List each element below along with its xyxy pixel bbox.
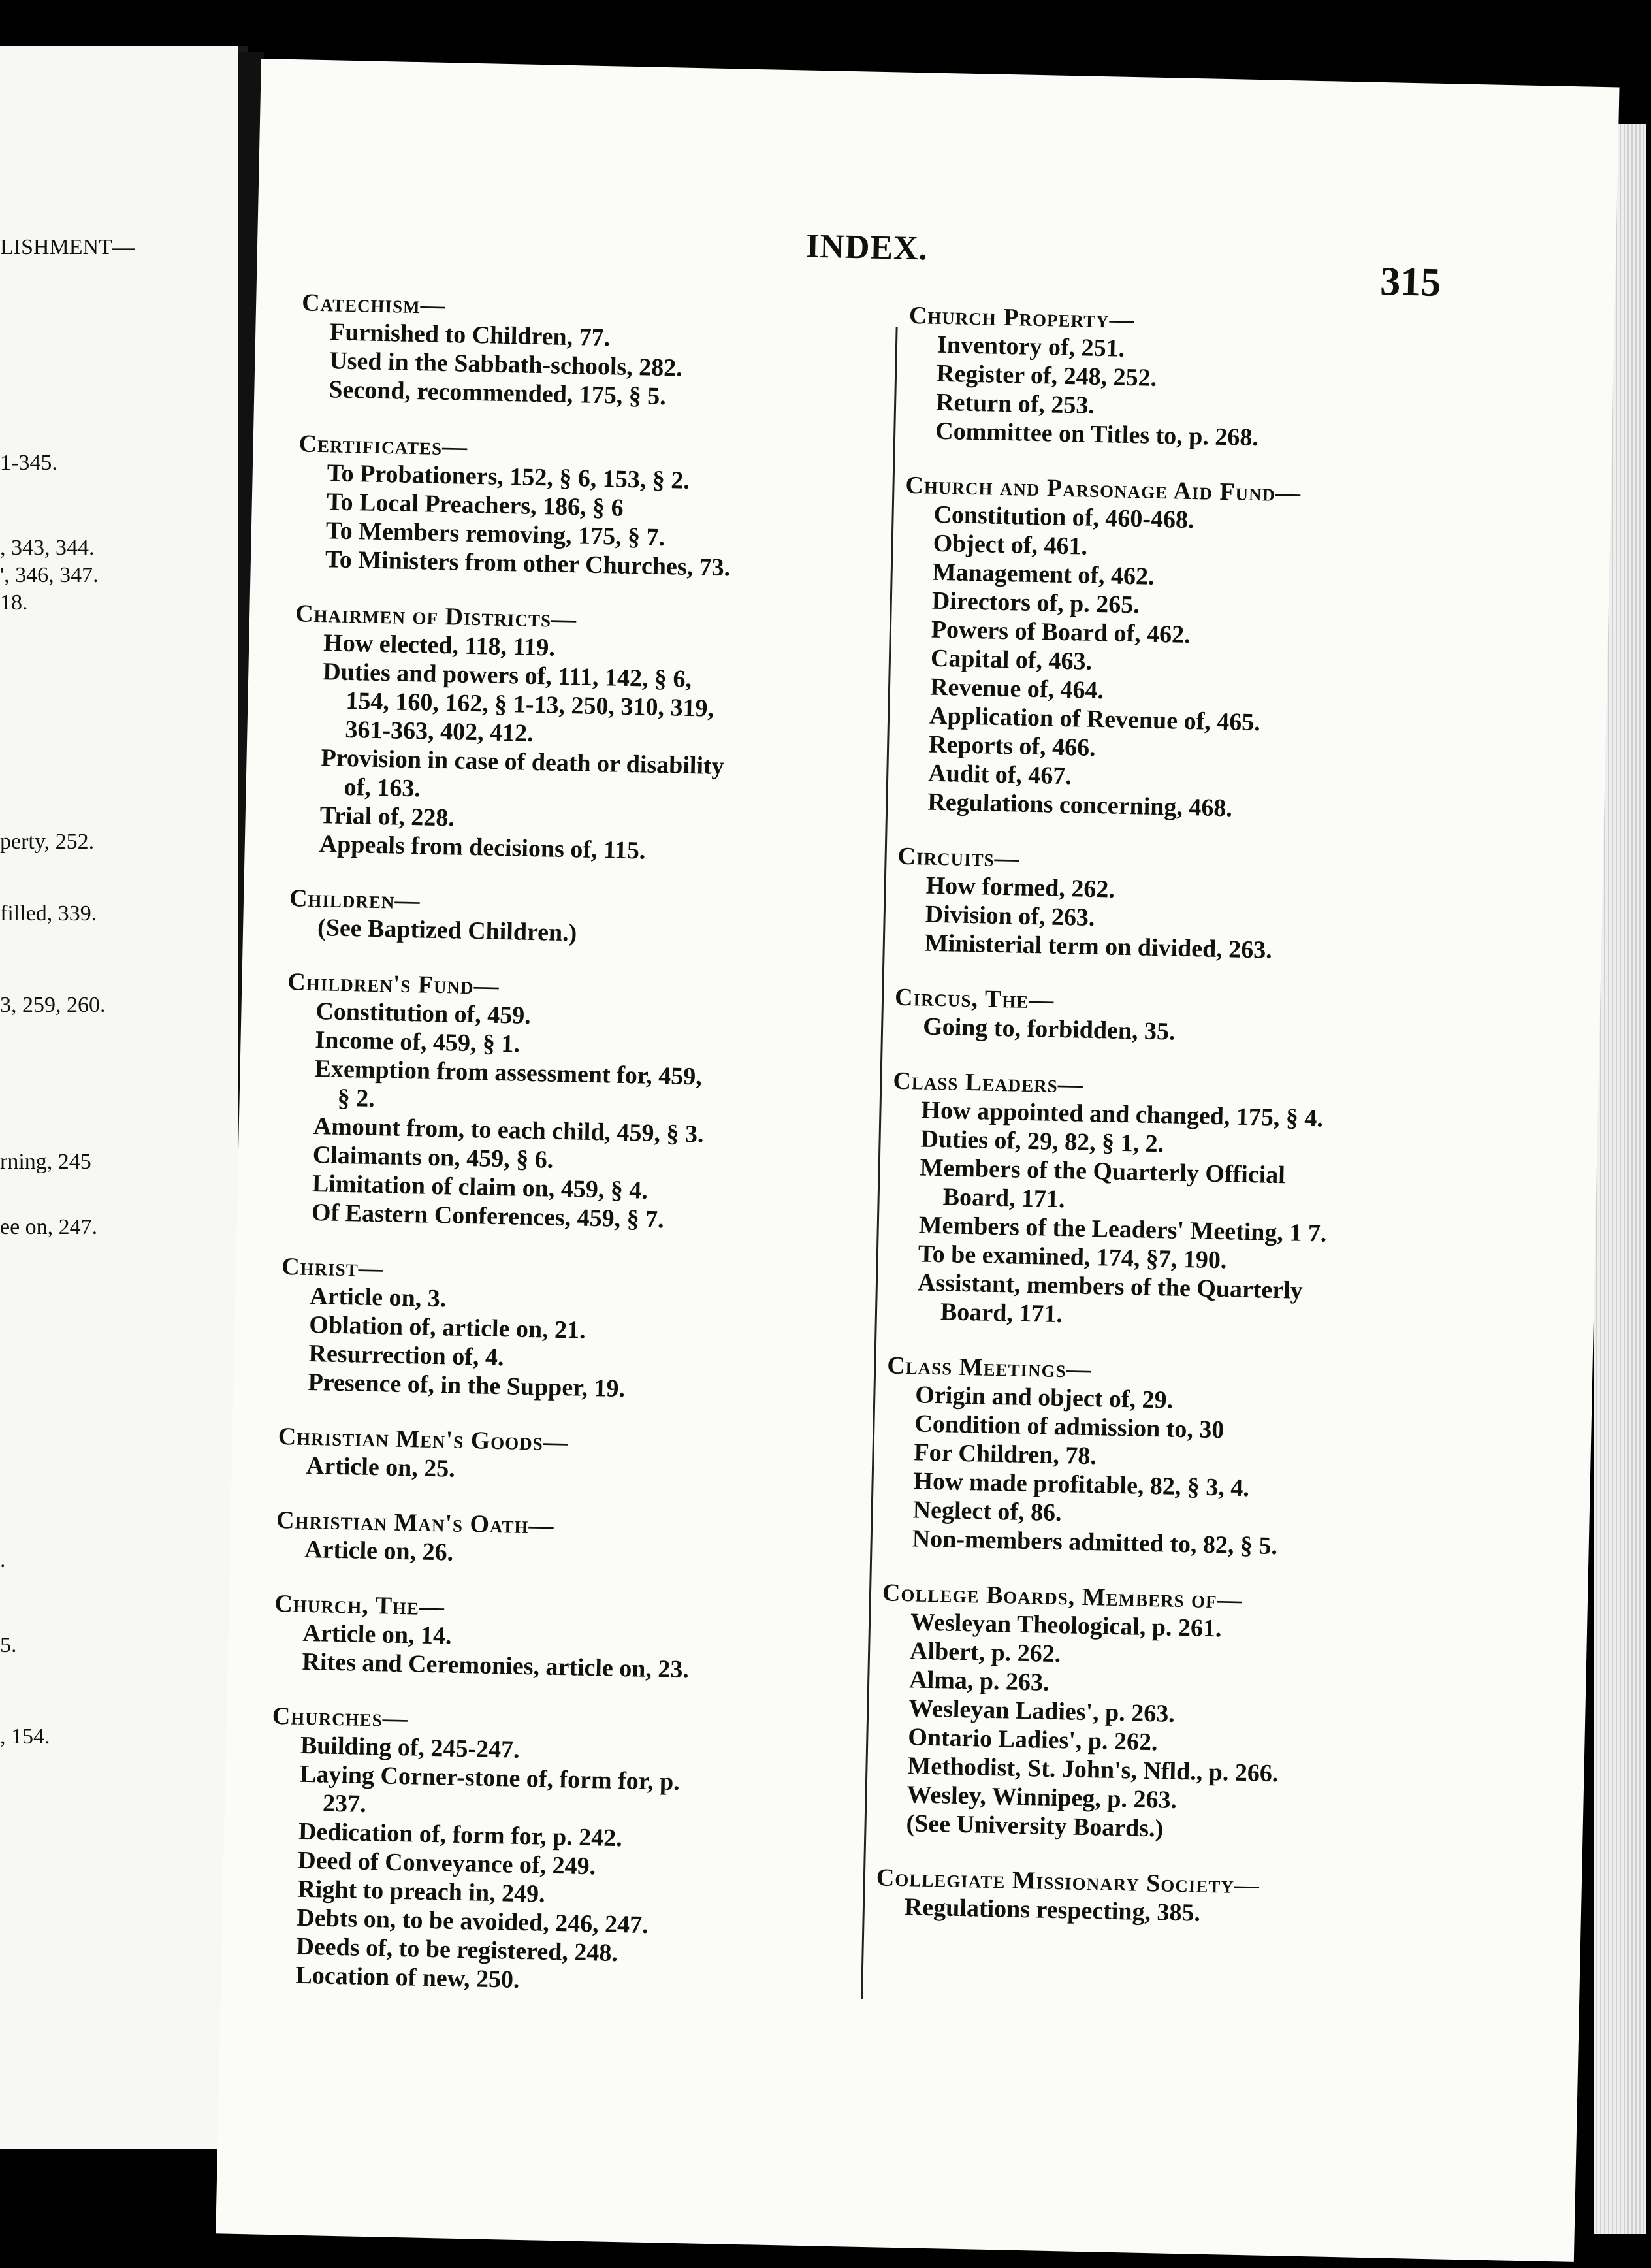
facing-page (0, 46, 248, 2149)
index-heading: Christian Man's Oath— (276, 1506, 554, 1540)
subentry-line: Article on, 14. (302, 1619, 452, 1650)
subentry-line: Assistant, members of the Quarterly (917, 1269, 1304, 1304)
index-entry (289, 884, 878, 954)
subentry-line: For Children, 78. (914, 1438, 1097, 1470)
subentry-line: Origin and object of, 29. (914, 1381, 1174, 1414)
index-entry (276, 1506, 865, 1576)
subentry-line: How made profitable, 82, § 3, 4. (913, 1467, 1250, 1502)
subentry-line: Wesley, Winnipeg, p. 263. (906, 1781, 1178, 1814)
subentry-line: 237. (322, 1789, 367, 1818)
subentry-line: Right to preach in, 249. (297, 1875, 546, 1908)
index-heading: Church and Parsonage Aid Fund— (905, 471, 1302, 508)
index-entry (894, 983, 1483, 1053)
index-entry (883, 1352, 1475, 1565)
index-entry (273, 1589, 863, 1688)
subentry-line: (See University Boards.) (906, 1809, 1164, 1843)
subentry-line: How appointed and changed, 175, § 4. (921, 1096, 1324, 1133)
index-heading: Class Leaders— (893, 1067, 1084, 1099)
index-heading: College Boards, Members of— (882, 1579, 1243, 1614)
subentry-line: Laying Corner-stone of, form for, p. (299, 1760, 681, 1796)
subentry-line: Management of, 462. (932, 558, 1155, 591)
subentry-line: Oblation of, article on, 21. (308, 1310, 586, 1344)
index-entry (277, 1422, 866, 1492)
index-heading: Certificates— (298, 430, 468, 461)
subentry-line: Furnished to Children, 77. (329, 318, 611, 352)
facing-page-fragment: ee on, 247. (0, 1215, 98, 1239)
index-entry (888, 1067, 1481, 1338)
subentry-line: Trial of, 228. (319, 802, 455, 832)
subentry-line: Members of the Leaders' Meeting, 1 7. (918, 1211, 1327, 1248)
subentry-line: 154, 160, 162, § 1-13, 250, 310, 319, (345, 687, 714, 722)
subentry-line: Duties and powers of, 111, 142, § 6, (322, 658, 692, 694)
index-heading: Chairmen of Districts— (295, 600, 577, 634)
index-entry (290, 599, 883, 870)
facing-page-fragment: . (0, 1548, 6, 1572)
facing-page-fragment: ', 346, 347. (0, 563, 99, 587)
subentry-line: Audit of, 467. (927, 759, 1072, 790)
subentry-line: Register of, 248, 252. (936, 359, 1157, 392)
facing-page-fragment: 3, 259, 260. (0, 993, 106, 1017)
subentry-line: Committee on Titles to, p. 268. (935, 417, 1259, 452)
subentry-line: To Probationers, 152, § 6, 153, § 2. (327, 459, 690, 494)
index-heading: Catechism— (301, 289, 447, 319)
index-heading: Churches— (272, 1702, 409, 1733)
subentry-line: Revenue of, 464. (929, 673, 1104, 705)
subentry-line: Duties of, 29, 82, § 1, 2. (920, 1125, 1164, 1158)
subentry-line: Constitution of, 459. (315, 997, 532, 1029)
subentry-line: Directors of, p. 265. (931, 587, 1140, 619)
subentry-line: Amount from, to each child, 459, § 3. (313, 1112, 704, 1148)
subentry-line: Location of new, 250. (295, 1961, 520, 1994)
subentry-line: Capital of, 463. (930, 644, 1093, 675)
subentry-line: Constitution of, 460-468. (933, 500, 1194, 534)
subentry-line: (See Baptized Children.) (317, 914, 577, 947)
index-page (216, 59, 1619, 2262)
index-entry (877, 1578, 1470, 1849)
facing-page-fragment: rning, 245 (0, 1150, 91, 1174)
subentry-line: Article on, 3. (309, 1282, 447, 1313)
subentry-line: Of Eastern Conferences, 459, § 7. (311, 1199, 665, 1234)
subentry-line: Regulations concerning, 468. (927, 788, 1233, 822)
subentry-line: of, 163. (344, 773, 421, 803)
subentry-line: Presence of, in the Supper, 19. (308, 1368, 626, 1403)
facing-page-fragment: perty, 252. (0, 830, 95, 854)
index-column-left (266, 288, 890, 2027)
facing-page-fragment: 18. (0, 591, 28, 615)
index-heading: Circuits— (897, 842, 1021, 873)
index-subentry (293, 656, 882, 755)
subentry-line: Deed of Conveyance of, 249. (297, 1846, 596, 1881)
index-heading: Collegiate Missionary Society— (876, 1864, 1260, 1900)
subentry-line: Non-members admitted to, 82, § 5. (912, 1525, 1278, 1561)
subentry-line: 361-363, 402, 412. (345, 715, 534, 747)
index-entry (899, 471, 1494, 828)
facing-page-fragment: , 343, 344. (0, 536, 95, 560)
subentry-line: To Ministers from other Churches, 73. (325, 545, 731, 582)
subentry-line: Provision in case of death or disability (321, 744, 725, 781)
subentry-line: Neglect of, 86. (912, 1496, 1063, 1527)
subentry-line: § 2. (337, 1084, 376, 1112)
subentry-line: Dedication of, form for, p. 242. (298, 1817, 623, 1853)
index-heading: Christian Men's Goods— (278, 1423, 569, 1457)
index-column-right (875, 301, 1498, 1959)
index-heading: Class Meetings— (886, 1352, 1093, 1384)
subentry-line: Alma, p. 263. (908, 1666, 1050, 1696)
subentry-line: Powers of Board of, 462. (931, 615, 1191, 649)
index-heading: Children— (289, 884, 421, 915)
index-entry (876, 1863, 1465, 1933)
subentry-line: Object of, 461. (933, 529, 1088, 560)
subentry-line: Article on, 25. (306, 1451, 456, 1483)
subentry-line: Deeds of, to be registered, 248. (296, 1932, 618, 1968)
index-entry (283, 967, 876, 1239)
subentry-line: To Local Preachers, 186, § 6 (326, 488, 624, 522)
subentry-line: Board, 171. (940, 1298, 1063, 1329)
subentry-line: Ministerial term on divided, 263. (924, 929, 1273, 964)
subentry-line: Application of Revenue of, 465. (929, 702, 1261, 737)
index-entry (906, 301, 1497, 457)
subentry-line: To be examined, 174, §7, 190. (918, 1240, 1227, 1274)
subentry-line: Second, recommended, 175, § 5. (328, 376, 667, 411)
facing-page-fragment: LISHMENT— (0, 235, 135, 259)
index-heading: Christ— (281, 1253, 385, 1283)
subentry-line: Albert, p. 262. (909, 1637, 1061, 1668)
index-heading: Circus, The— (894, 983, 1055, 1014)
facing-page-fragment: 5. (0, 1633, 17, 1657)
index-entry (300, 288, 890, 415)
subentry-line: Wesleyan Ladies', p. 263. (908, 1694, 1176, 1728)
subentry-line: Return of, 253. (935, 388, 1095, 419)
subentry-line: Wesleyan Theological, p. 261. (910, 1608, 1222, 1643)
subentry-line: Board, 171. (942, 1183, 1066, 1214)
subentry-line: Article on, 26. (304, 1535, 454, 1566)
subentry-line: Building of, 245-247. (300, 1731, 521, 1764)
index-entry (895, 842, 1485, 969)
facing-page-fragment: , 154. (0, 1725, 50, 1749)
index-entry (266, 1702, 860, 2001)
subentry-line: Going to, forbidden, 35. (922, 1012, 1176, 1046)
subentry-line: Limitation of claim on, 459, § 4. (312, 1170, 649, 1205)
facing-page-fragment: 1-345. (0, 451, 57, 475)
index-heading: Children's Fund— (287, 968, 500, 1000)
page-number: 315 (1379, 259, 1441, 305)
subentry-line: Methodist, St. John's, Nfld., p. 266. (907, 1752, 1279, 1788)
index-heading: Church Property— (908, 301, 1136, 334)
subentry-line: Ontario Ladies', p. 262. (907, 1723, 1158, 1757)
subentry-line: Inventory of, 251. (937, 331, 1125, 363)
subentry-line: How formed, 262. (925, 871, 1115, 903)
subentry-line: Claimants on, 459, § 6. (312, 1141, 554, 1174)
subentry-line: Debts on, to be avoided, 246, 247. (296, 1904, 649, 1939)
running-head: INDEX. (805, 227, 929, 268)
subentry-line: Rites and Ceremonies, article on, 23. (302, 1647, 690, 1684)
subentry-line: Regulations respecting, 385. (904, 1893, 1201, 1927)
subentry-line: Income of, 459, § 1. (315, 1026, 521, 1058)
subentry-line: Used in the Sabbath-schools, 282. (329, 347, 683, 382)
index-entry (297, 429, 887, 585)
subentry-line: Condition of admission to, 30 (914, 1410, 1225, 1444)
subentry-line: Members of the Quarterly Official (920, 1154, 1286, 1190)
subentry-line: Exemption from assessment for, 459, (314, 1055, 703, 1091)
index-heading: Church, The— (274, 1589, 445, 1621)
subentry-line: Division of, 263. (925, 900, 1095, 932)
index-entry (279, 1252, 869, 1408)
index-subentry (888, 1268, 1477, 1338)
subentry-line: Reports of, 466. (928, 730, 1097, 762)
subentry-line: Appeals from decisions of, 115. (319, 830, 646, 865)
subentry-line: To Members removing, 175, § 7. (325, 517, 665, 552)
facing-page-fragment: filled, 339. (0, 901, 97, 926)
subentry-line: How elected, 118, 119. (323, 629, 556, 662)
subentry-line: Resurrection of, 4. (308, 1339, 504, 1372)
